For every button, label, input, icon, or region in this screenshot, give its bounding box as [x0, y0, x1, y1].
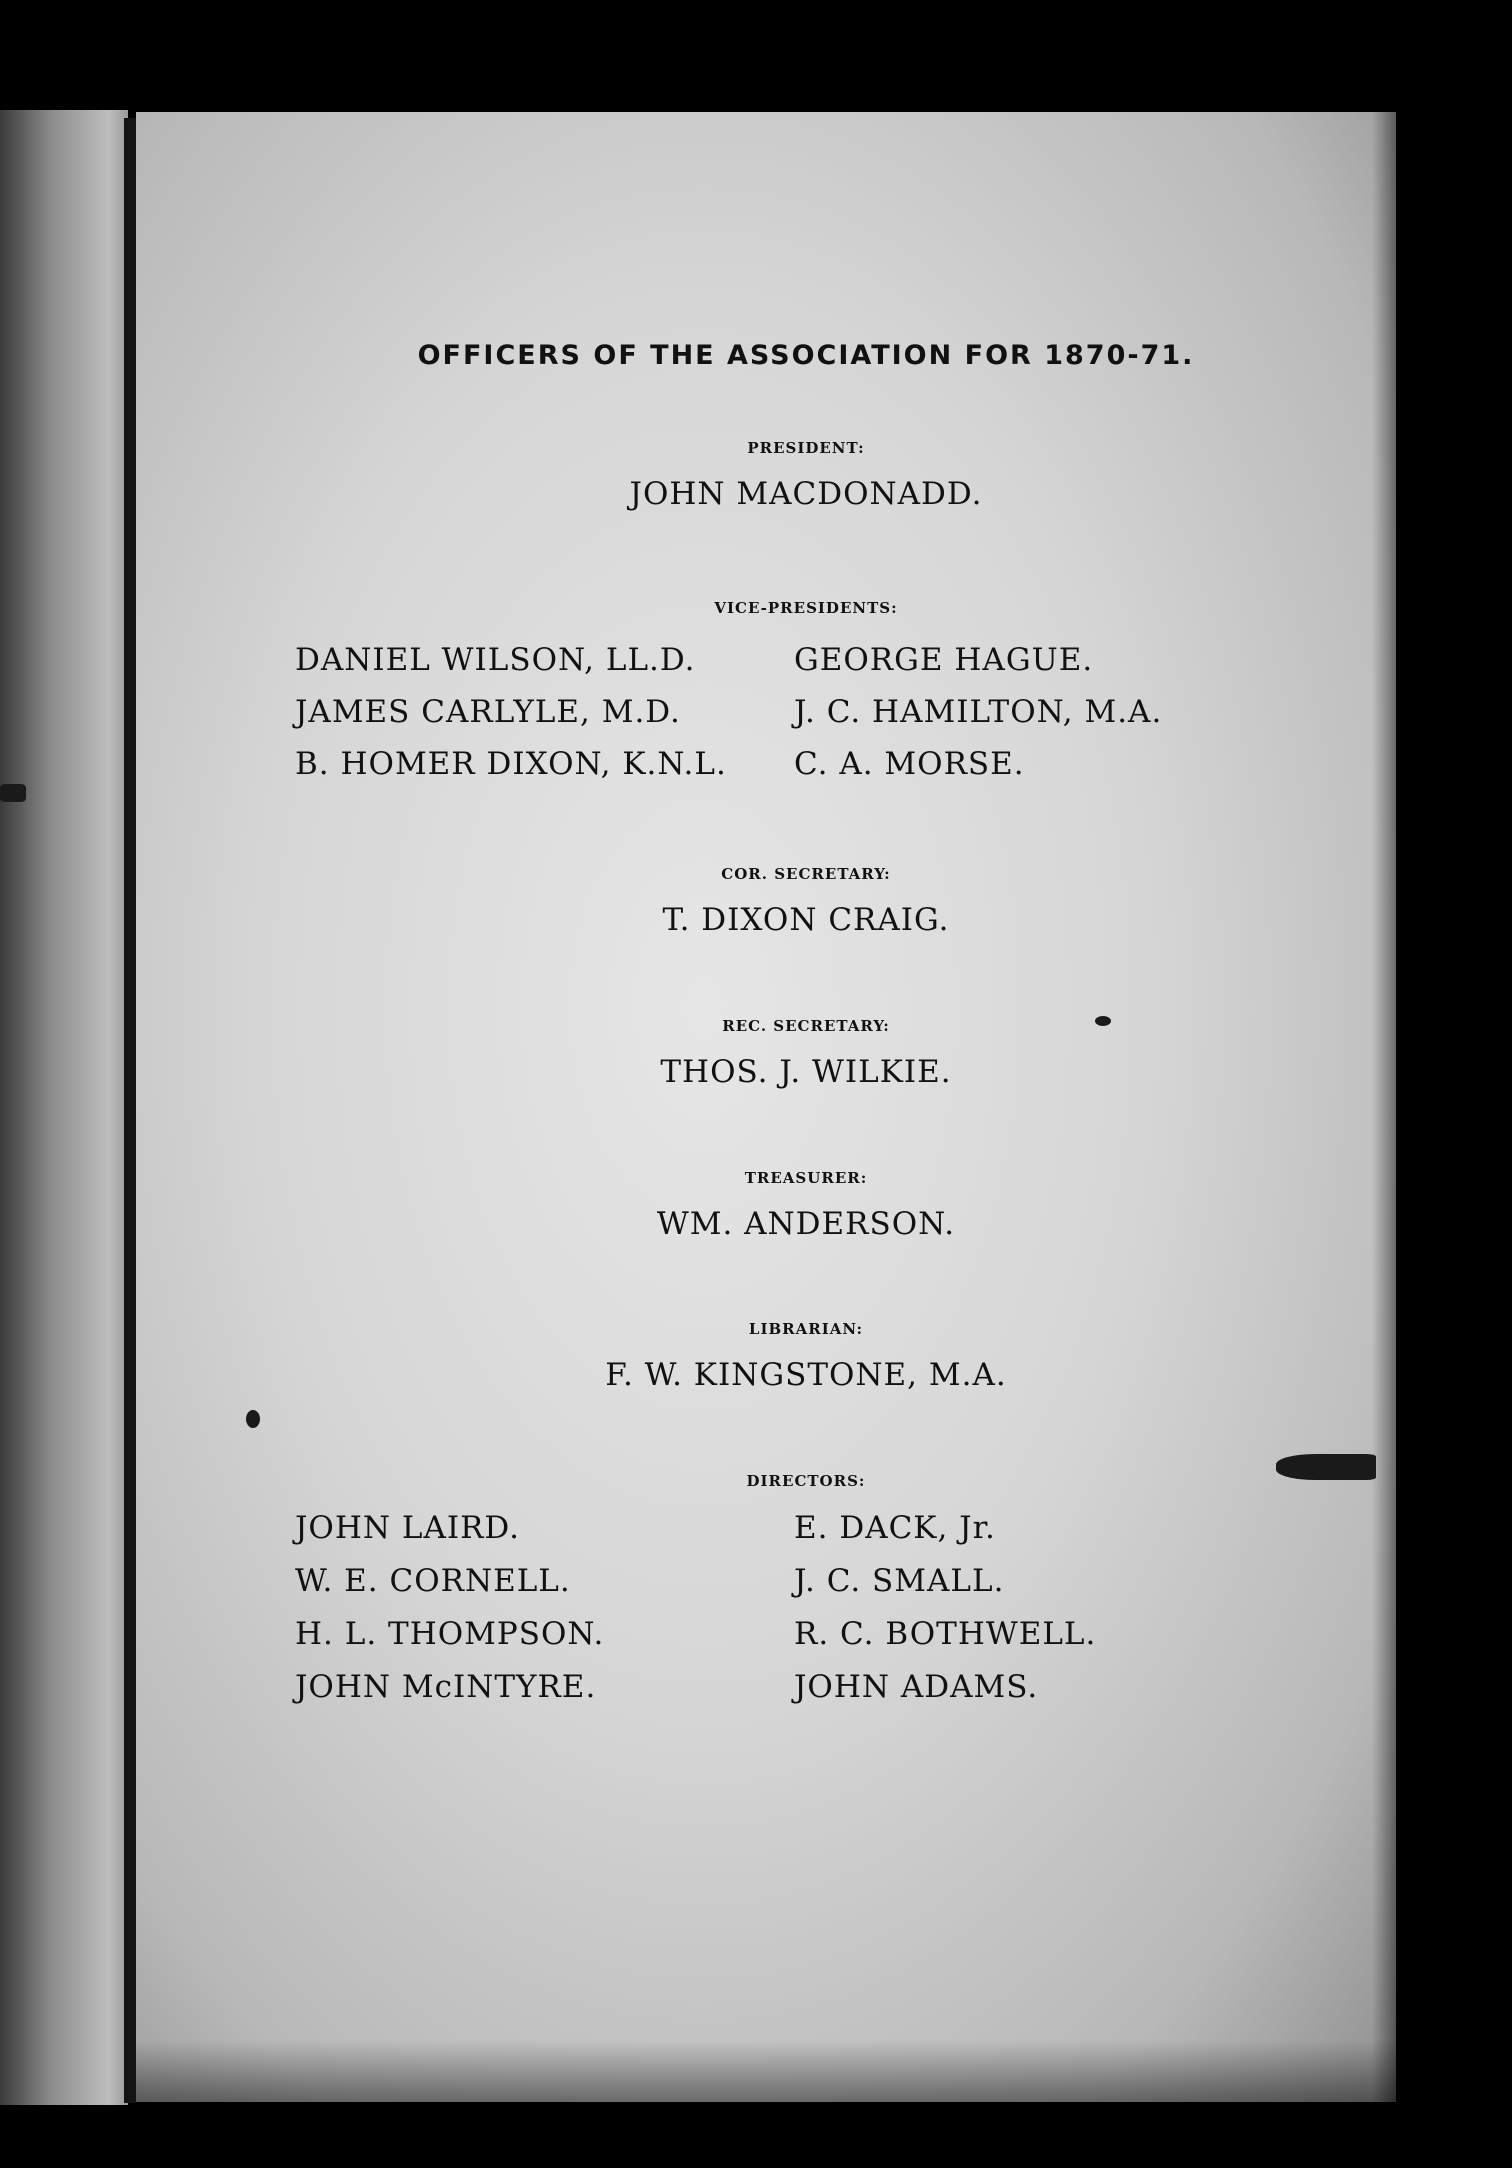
vice-president-name: J. C. HAMILTON, M.A.	[794, 694, 1163, 730]
director-name: H. L. THOMPSON.	[295, 1616, 605, 1652]
cor-secretary-name: T. DIXON CRAIG.	[662, 902, 950, 938]
page-content	[136, 112, 1396, 2102]
vice-president-name: GEORGE HAGUE.	[794, 642, 1094, 678]
director-name: W. E. CORNELL.	[295, 1563, 571, 1599]
page-shadow-bottom	[136, 2040, 1402, 2102]
director-name: JOHN LAIRD.	[295, 1510, 521, 1546]
vice-president-name: B. HOMER DIXON, K.N.L.	[295, 746, 727, 782]
rec-secretary-label: REC. SECRETARY:	[722, 1017, 890, 1035]
page-gutter	[124, 118, 136, 2103]
vice-president-name: C. A. MORSE.	[794, 746, 1025, 782]
directors-right-column	[794, 1502, 1096, 1714]
directors-left-column	[295, 1502, 604, 1714]
president-label: PRESIDENT:	[747, 439, 865, 457]
vice-presidents-right-column	[794, 634, 1162, 790]
directors-label: DIRECTORS:	[746, 1472, 866, 1490]
vice-presidents-left-column	[295, 634, 727, 790]
director-name: JOHN ADAMS.	[794, 1669, 1039, 1705]
ink-smudge	[1276, 1454, 1376, 1480]
page-title: OFFICERS OF THE ASSOCIATION FOR 1870-71.	[417, 340, 1195, 371]
cor-secretary-label: COR. SECRETARY:	[721, 865, 891, 883]
facing-page-edge	[0, 110, 128, 2105]
vice-presidents-label: VICE-PRESIDENTS:	[714, 599, 898, 617]
ink-smudge	[1095, 1016, 1111, 1026]
vice-president-name: JAMES CARLYLE, M.D.	[295, 694, 681, 730]
treasurer-label: TREASURER:	[744, 1169, 868, 1187]
director-name: JOHN McINTYRE.	[295, 1669, 597, 1705]
rec-secretary-name: THOS. J. WILKIE.	[660, 1054, 952, 1090]
page-shadow-right	[1372, 112, 1402, 2102]
ink-smudge	[246, 1410, 260, 1428]
librarian-name: F. W. KINGSTONE, M.A.	[605, 1357, 1007, 1393]
director-name: E. DACK, Jr.	[794, 1510, 996, 1546]
president-name: JOHN MACDONADD.	[629, 476, 983, 512]
vice-president-name: DANIEL WILSON, LL.D.	[295, 642, 696, 678]
treasurer-name: WM. ANDERSON.	[656, 1206, 956, 1242]
director-name: R. C. BOTHWELL.	[794, 1616, 1097, 1652]
librarian-label: LIBRARIAN:	[748, 1320, 864, 1338]
director-name: J. C. SMALL.	[794, 1563, 1005, 1599]
ink-smudge	[0, 784, 26, 802]
